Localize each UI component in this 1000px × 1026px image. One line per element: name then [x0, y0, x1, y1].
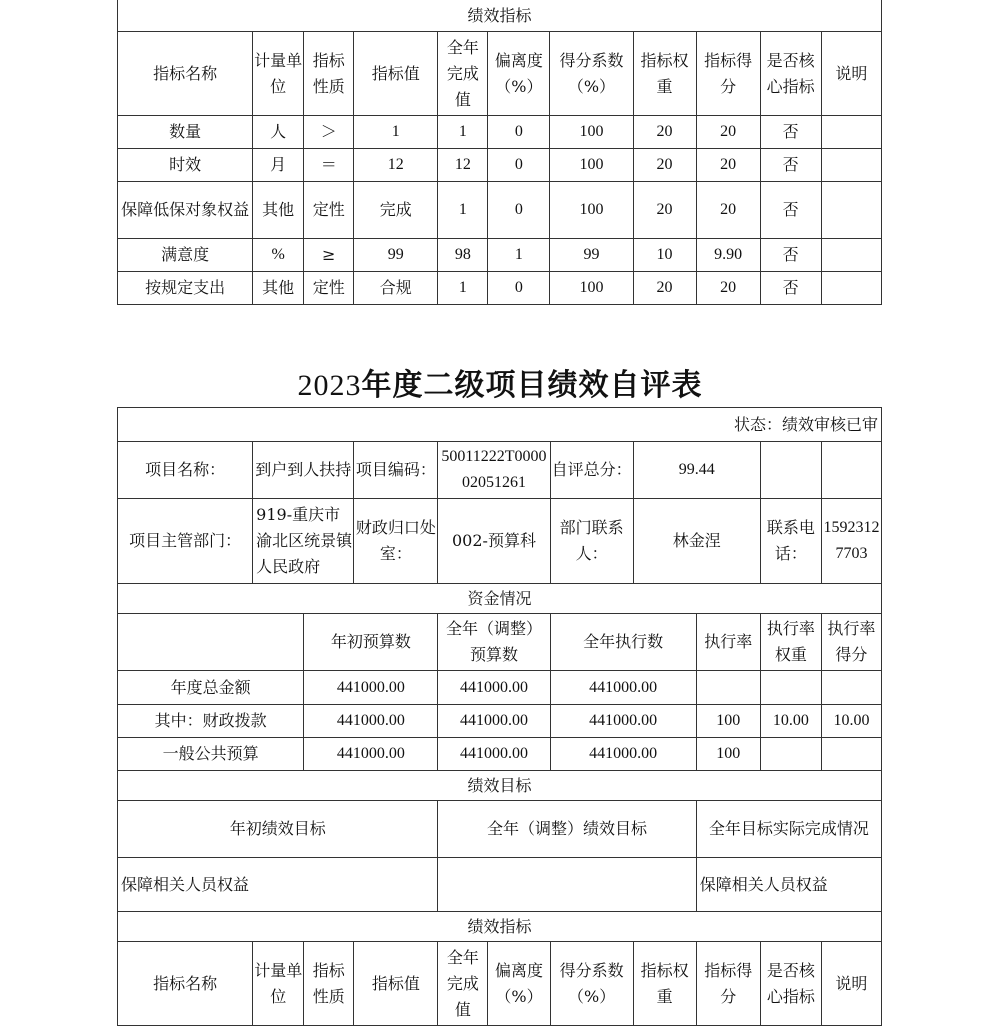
self-score-value: 99.44 — [633, 442, 760, 499]
table-row — [118, 116, 882, 149]
header-cell: 年初预算数 — [304, 614, 438, 671]
cell: 其中：财政拨款 — [118, 705, 304, 738]
header-cell: 指标权重 — [633, 942, 696, 1026]
header-cell: 全年完成值 — [438, 32, 488, 116]
cell: 1 — [488, 239, 550, 272]
cell — [821, 738, 881, 771]
project-name-label: 项目名称： — [118, 442, 253, 499]
title-text: 年度二级项目绩效自评表 — [361, 368, 703, 403]
phone-value: 15923127703 — [821, 499, 881, 584]
finance-label: 财政归口处室： — [354, 499, 438, 584]
cell: 人 — [253, 116, 304, 149]
phone-label: 联系电话： — [760, 499, 821, 584]
goals-row — [118, 858, 882, 912]
goal-actual: 保障相关人员权益 — [696, 858, 881, 912]
cell: 其他 — [253, 272, 304, 305]
cell: 时效 — [118, 149, 253, 182]
table-header-row — [118, 942, 882, 1026]
cell: 10.00 — [760, 705, 821, 738]
project-info-row — [118, 442, 882, 499]
cell: 1 — [438, 272, 488, 305]
cell — [696, 671, 760, 705]
cell: 满意度 — [118, 239, 253, 272]
header-cell: 全年（调整）绩效目标 — [438, 801, 696, 858]
header-cell: 计量单位 — [253, 32, 304, 116]
cell: 否 — [760, 182, 821, 239]
cell: 20 — [633, 272, 696, 305]
section-title-goals: 绩效目标 — [118, 771, 882, 801]
cell: 99 — [550, 239, 633, 272]
cell: 100 — [550, 149, 633, 182]
cell: 1 — [354, 116, 438, 149]
cell: 0 — [488, 149, 550, 182]
section-title-indicators: 绩效指标 — [118, 912, 882, 942]
header-cell: 指标名称 — [118, 942, 253, 1026]
cell: 20 — [696, 272, 760, 305]
header-cell: 说明 — [821, 942, 881, 1026]
empty-cell — [760, 442, 821, 499]
cell — [760, 671, 821, 705]
table-row — [118, 738, 882, 771]
cell — [821, 272, 881, 305]
cell: 0 — [488, 116, 550, 149]
cell: 年度总金额 — [118, 671, 304, 705]
goal-adjusted — [438, 858, 696, 912]
header-cell: 全年目标实际完成情况 — [696, 801, 881, 858]
header-cell: 指标值 — [354, 32, 438, 116]
header-cell: 全年（调整）预算数 — [438, 614, 550, 671]
cell: 441000.00 — [550, 671, 696, 705]
dept-label: 项目主管部门： — [118, 499, 253, 584]
cell: 0 — [488, 182, 550, 239]
table-row — [118, 182, 882, 239]
table-row — [118, 671, 882, 705]
cell: 20 — [696, 149, 760, 182]
header-cell: 年初绩效目标 — [118, 801, 438, 858]
cell: 其他 — [253, 182, 304, 239]
cell: 月 — [253, 149, 304, 182]
cell: 441000.00 — [438, 705, 550, 738]
cell: 441000.00 — [550, 738, 696, 771]
department-info-row — [118, 499, 882, 584]
cell: 一般公共预算 — [118, 738, 304, 771]
cell: 10.00 — [821, 705, 881, 738]
cell: 按规定支出 — [118, 272, 253, 305]
header-cell: 指标值 — [354, 942, 438, 1026]
header-cell: 偏离度（%） — [488, 32, 550, 116]
cell: 100 — [550, 116, 633, 149]
cell: 20 — [696, 182, 760, 239]
table-row — [118, 705, 882, 738]
cell: 20 — [633, 182, 696, 239]
status-text: 状态：绩效审核已审 — [118, 408, 882, 442]
header-cell: 计量单位 — [253, 942, 304, 1026]
cell: 定性 — [304, 182, 354, 239]
cell: 0 — [488, 272, 550, 305]
section-title-indicators: 绩效指标 — [118, 0, 882, 32]
cell: 否 — [760, 116, 821, 149]
header-cell: 执行率权重 — [760, 614, 821, 671]
header-cell: 全年完成值 — [438, 942, 488, 1026]
header-cell: 是否核心指标 — [760, 942, 821, 1026]
project-name-value: 到户到人扶持 — [253, 442, 354, 499]
table-row — [118, 239, 882, 272]
header-cell: 得分系数（%） — [550, 942, 633, 1026]
table-row — [118, 149, 882, 182]
contact-value: 林金涅 — [633, 499, 760, 584]
header-cell: 指标得分 — [696, 32, 760, 116]
cell: 441000.00 — [438, 738, 550, 771]
cell: 100 — [550, 272, 633, 305]
cell: 20 — [633, 149, 696, 182]
cell: 1 — [438, 116, 488, 149]
cell: 100 — [696, 738, 760, 771]
cell: 20 — [633, 116, 696, 149]
cell: 441000.00 — [304, 671, 438, 705]
cell — [821, 182, 881, 239]
page-title — [0, 360, 1000, 404]
cell: 20 — [696, 116, 760, 149]
cell: 定性 — [304, 272, 354, 305]
cell: 441000.00 — [550, 705, 696, 738]
cell: 数量 — [118, 116, 253, 149]
header-cell: 指标性质 — [304, 942, 354, 1026]
cell: 99 — [354, 239, 438, 272]
cell: ≥ — [304, 239, 354, 272]
cell — [821, 671, 881, 705]
header-cell: 指标性质 — [304, 32, 354, 116]
cell: 保障低保对象权益 — [118, 182, 253, 239]
header-cell: 执行率 — [696, 614, 760, 671]
empty-cell — [821, 442, 881, 499]
goal-initial: 保障相关人员权益 — [118, 858, 438, 912]
section-title-funds: 资金情况 — [118, 584, 882, 614]
cell: 12 — [438, 149, 488, 182]
cell: 12 — [354, 149, 438, 182]
cell: 否 — [760, 272, 821, 305]
header-cell: 指标名称 — [118, 32, 253, 116]
cell: ＝ — [304, 149, 354, 182]
header-cell — [118, 614, 304, 671]
cell: 完成 — [354, 182, 438, 239]
header-cell: 是否核心指标 — [760, 32, 821, 116]
project-code-value: 50011222T000002051261 — [438, 442, 550, 499]
cell: 10 — [633, 239, 696, 272]
table-header-row — [118, 32, 882, 116]
cell — [821, 116, 881, 149]
cell — [821, 149, 881, 182]
header-cell: 得分系数（%） — [550, 32, 633, 116]
finance-value: 002-预算科 — [438, 499, 550, 584]
project-code-label: 项目编码： — [354, 442, 438, 499]
header-cell: 全年执行数 — [550, 614, 696, 671]
contact-label: 部门联系人： — [550, 499, 633, 584]
cell: 1 — [438, 182, 488, 239]
cell: 100 — [550, 182, 633, 239]
header-cell: 指标权重 — [633, 32, 696, 116]
funds-header-row — [118, 614, 882, 671]
cell: 441000.00 — [304, 738, 438, 771]
cell — [821, 239, 881, 272]
cell: 否 — [760, 149, 821, 182]
cell: 否 — [760, 239, 821, 272]
indicator-table-top — [117, 0, 882, 305]
header-cell: 指标得分 — [696, 942, 760, 1026]
header-cell: 执行率得分 — [821, 614, 881, 671]
cell: 441000.00 — [438, 671, 550, 705]
header-cell: 偏离度（%） — [488, 942, 550, 1026]
cell: % — [253, 239, 304, 272]
cell — [760, 738, 821, 771]
header-cell: 说明 — [821, 32, 881, 116]
cell: 100 — [696, 705, 760, 738]
dept-value: 919-重庆市渝北区统景镇人民政府 — [253, 499, 354, 584]
cell: 98 — [438, 239, 488, 272]
cell: ＞ — [304, 116, 354, 149]
title-year: 2023 — [297, 369, 362, 402]
goals-header-row — [118, 801, 882, 858]
cell: 合规 — [354, 272, 438, 305]
self-score-label: 自评总分： — [550, 442, 633, 499]
cell: 441000.00 — [304, 705, 438, 738]
cell: 9.90 — [696, 239, 760, 272]
self-evaluation-table — [117, 407, 882, 1026]
table-row — [118, 272, 882, 305]
